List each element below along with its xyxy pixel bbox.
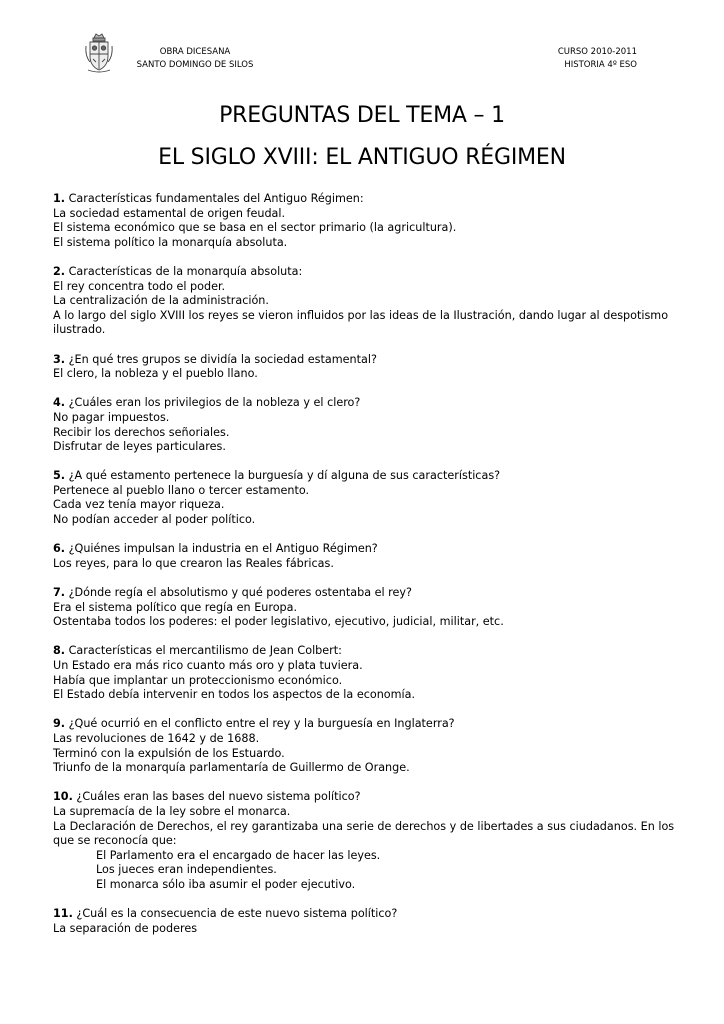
header-org: OBRA DICESANA — [159, 47, 231, 57]
header-course: CURSO 2010-2011 — [557, 47, 637, 57]
question-8 — [53, 644, 683, 702]
answer-line: La centralización de la administración. — [53, 294, 269, 308]
answer-line: La separación de poderes — [53, 921, 198, 935]
answer-line: La sociedad estamental de origen feudal. — [53, 206, 286, 220]
question-9 — [53, 717, 683, 775]
question-3 — [53, 353, 683, 382]
question-text: 5. ¿A qué estamento pertenece la burguesía y dí alguna de sus características? — [53, 469, 501, 483]
answer-line: El rey concentra todo el poder. — [53, 279, 226, 293]
answer-line: A lo largo del siglo XVIII los reyes se vieron influidos por las ideas de la Ilustración, dando lugar al despotismo ilustrado. — [53, 308, 669, 337]
question-7 — [53, 586, 683, 630]
question-text: 4. ¿Cuáles eran los privilegios de la nobleza y el clero? — [53, 396, 361, 410]
answer-line: El sistema político la monarquía absoluta. — [53, 235, 288, 249]
answer-line: Los reyes, para lo que crearon las Reales fábricas. — [53, 556, 334, 570]
answer-line: Recibir los derechos señoriales. — [53, 425, 230, 439]
question-11 — [53, 907, 683, 936]
answer-line: El clero, la nobleza y el pueblo llano. — [53, 367, 258, 381]
header-left — [115, 46, 275, 71]
question-text: 3. ¿En qué tres grupos se dividía la sociedad estamental? — [53, 352, 377, 366]
question-text: 6. ¿Quiénes impulsan la industria en el Antiguo Régimen? — [53, 542, 378, 556]
answer-line: Pertenece al pueblo llano o tercer estamento. — [53, 483, 310, 497]
answer-line: No pagar impuestos. — [53, 410, 170, 424]
page-subtitle: EL SIGLO XVIII: EL ANTIGUO RÉGIMEN — [158, 145, 566, 170]
question-1 — [53, 192, 683, 250]
question-2 — [53, 265, 683, 338]
page-title: PREGUNTAS DEL TEMA – 1 — [219, 103, 505, 128]
answer-line: Había que implantar un proteccionismo económico. — [53, 673, 343, 687]
answer-line: No podían acceder al poder político. — [53, 513, 256, 527]
question-5 — [53, 469, 683, 527]
question-4 — [53, 396, 683, 454]
header-right — [558, 46, 637, 71]
coat-of-arms-icon — [84, 32, 114, 74]
answer-line: El Estado debía intervenir en todos los aspectos de la economía. — [53, 688, 416, 702]
header-subject: HISTORIA 4º ESO — [564, 59, 637, 70]
answer-line-indented: El Parlamento era el encargado de hacer las leyes. — [96, 848, 381, 862]
question-text: 8. Características el mercantilismo de Jean Colbert: — [53, 644, 342, 658]
answer-line-indented: Los jueces eran independientes. — [96, 863, 277, 877]
question-6 — [53, 542, 683, 571]
answer-line-indented: El monarca sólo iba asumir el poder ejecutivo. — [96, 877, 356, 891]
questions-list — [53, 192, 683, 951]
answer-line: El sistema económico que se basa en el sector primario (la agricultura). — [53, 221, 457, 235]
answer-line: Era el sistema político que regía en Europa. — [53, 600, 298, 614]
answer-line: Las revoluciones de 1642 y de 1688. — [53, 731, 260, 745]
answer-line: Cada vez tenía mayor riqueza. — [53, 498, 225, 512]
answer-line: Disfrutar de leyes particulares. — [53, 440, 226, 454]
answer-line: Terminó con la expulsión de los Estuardo. — [53, 746, 285, 760]
question-text: 7. ¿Dónde regía el absolutismo y qué poderes ostentaba el rey? — [53, 586, 412, 600]
answer-line: Triunfo de la monarquía parlamentaría de Guillermo de Orange. — [53, 761, 410, 775]
question-text: 2. Características de la monarquía absoluta: — [53, 264, 303, 278]
answer-line: Ostentaba todos los poderes: el poder legislativo, ejecutivo, judicial, militar, etc. — [53, 615, 504, 629]
question-text: 11. ¿Cuál es la consecuencia de este nuevo sistema político? — [53, 907, 398, 921]
question-text: 10. ¿Cuáles eran las bases del nuevo sistema político? — [53, 790, 361, 804]
question-text: 1. Características fundamentales del Antiguo Régimen: — [53, 192, 364, 205]
question-10 — [53, 790, 683, 892]
answer-line: La Declaración de Derechos, el rey garantizaba una serie de derechos y de libertades a sus ciudadanos. En los que se reconocía que: — [53, 819, 675, 848]
answer-line: Un Estado era más rico cuanto más oro y plata tuviera. — [53, 659, 363, 672]
answer-line: La supremacía de la ley sobre el monarca. — [53, 804, 291, 818]
question-text: 9. ¿Qué ocurrió en el conflicto entre el rey y la burguesía en Inglaterra? — [53, 717, 455, 731]
header-school: SANTO DOMINGO DE SILOS — [136, 59, 254, 70]
